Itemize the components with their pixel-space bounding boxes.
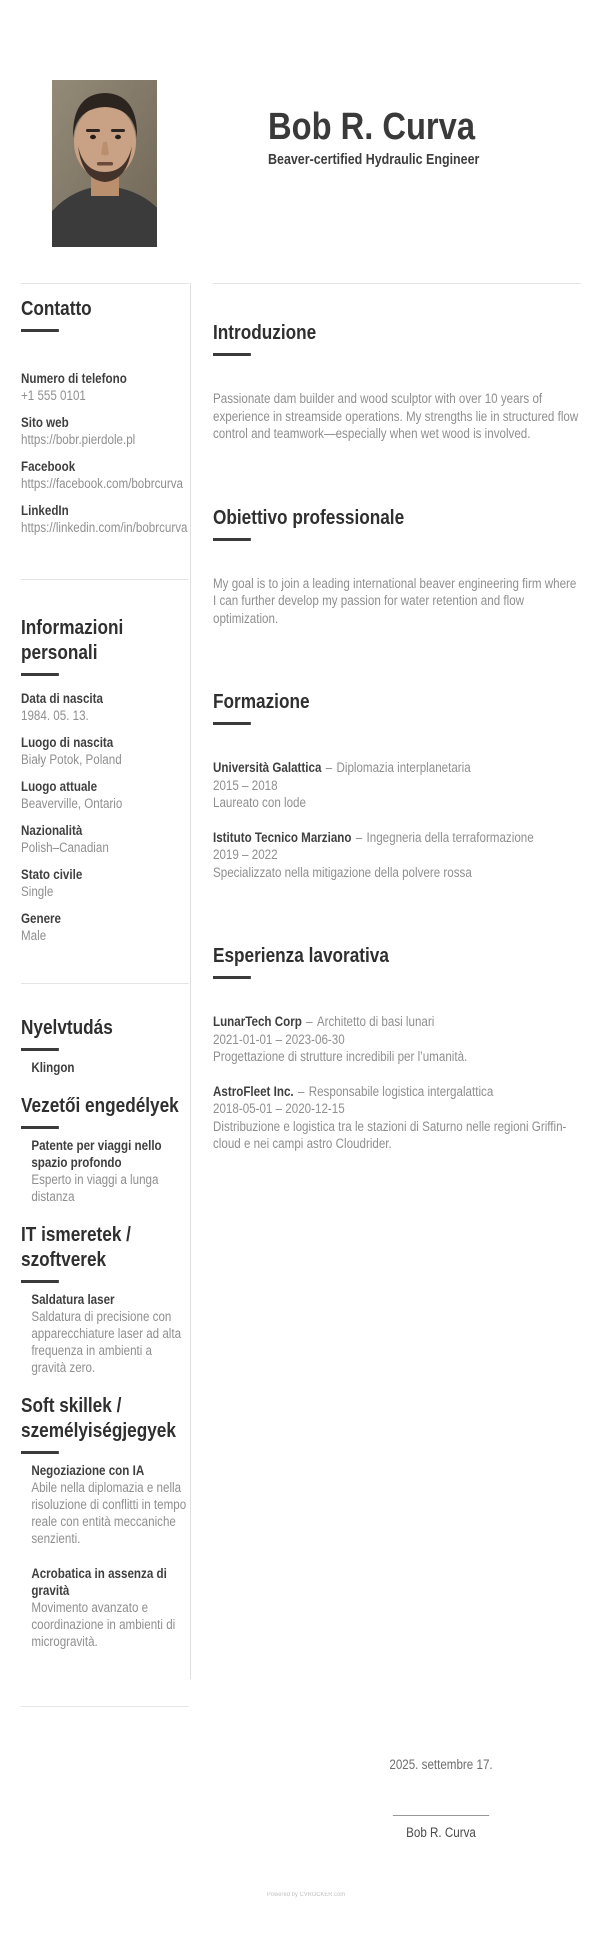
- document-date: 2025. settembre 17.: [389, 1757, 493, 1772]
- experience-note: Distribuzione e logistica tra le stazioni di Saturno nelle regioni Griffin-cloud e nei campi astro Cloudrider.: [213, 1118, 567, 1151]
- dash-separator: –: [355, 829, 363, 845]
- soft-skills-heading: Soft skillek / személyiségjegyek: [21, 1395, 176, 1442]
- licenses-heading: Vezetői engedélyek: [21, 1095, 179, 1117]
- linkedin-link[interactable]: https://linkedin.com/in/bobrcurva: [21, 520, 188, 535]
- heading-underline: [213, 722, 251, 725]
- personal-item: [21, 910, 189, 944]
- soft-skill-item: [31, 1565, 188, 1650]
- personal-label: Genere: [21, 911, 62, 926]
- signature-name: Bob R. Curva: [406, 1825, 476, 1840]
- section-skills-group: [21, 984, 189, 1707]
- heading-underline: [21, 673, 59, 676]
- personal-label: Stato civile: [21, 867, 83, 882]
- it-skill-desc: Saldatura di precisione con apparecchiature laser ad alta frequenza in ambienti a gravità zero.: [31, 1309, 182, 1375]
- role-name: Responsabile logistica intergalattica: [308, 1083, 494, 1099]
- language-name: Klingon: [31, 1060, 75, 1075]
- heading-underline: [21, 329, 59, 332]
- personal-item: [21, 778, 189, 812]
- profile-photo: [52, 80, 157, 247]
- heading-underline: [21, 1126, 59, 1129]
- experience-heading: Esperienza lavorativa: [213, 945, 389, 967]
- education-dates: 2015 – 2018: [213, 777, 278, 793]
- personal-value: 1984. 05. 13.: [21, 708, 89, 723]
- phone-value: +1 555 0101: [21, 388, 86, 403]
- education-note: Specializzato nella mitigazione della polvere rossa: [213, 864, 472, 880]
- languages-heading: Nyelvtudás: [21, 1017, 113, 1039]
- contact-item-facebook: [21, 458, 189, 492]
- section-personal-info: [21, 580, 189, 984]
- it-skill-name: Saldatura laser: [31, 1292, 115, 1307]
- dash-separator: –: [297, 1083, 305, 1099]
- soft-skill-desc: Abile nella diplomazia e nella risoluzione di conflitti in tempo reale con entità meccaniche senzienti.: [31, 1480, 187, 1546]
- main-content: [213, 283, 581, 1170]
- contact-item-phone: [21, 370, 189, 404]
- heading-underline: [213, 353, 251, 356]
- personal-value: Male: [21, 928, 47, 943]
- institution-name: Istituto Tecnico Marziano: [213, 829, 352, 845]
- profile-photo-image: [52, 80, 157, 247]
- education-heading: Formazione: [213, 691, 310, 713]
- objective-heading: Obiettivo professionale: [213, 506, 405, 529]
- personal-label: Luogo di nascita: [21, 735, 114, 750]
- section-introduction: [213, 321, 581, 443]
- license-name: Patente per viaggi nello spazio profondo: [31, 1138, 162, 1170]
- personal-item: [21, 866, 189, 900]
- signature-line: [393, 1815, 489, 1816]
- introduction-heading: Introduzione: [213, 322, 317, 344]
- section-experience: [213, 944, 581, 1153]
- section-objective: [213, 506, 581, 628]
- heading-underline: [213, 538, 251, 541]
- contact-label: LinkedIn: [21, 503, 69, 518]
- column-divider: [190, 283, 191, 1679]
- company-name: AstroFleet Inc.: [213, 1083, 294, 1099]
- section-contact: [21, 284, 189, 580]
- person-job-title: Beaver-certified Hydraulic Engineer: [268, 152, 480, 168]
- contact-item-linkedin: [21, 502, 189, 536]
- soft-skill-item: [31, 1462, 188, 1547]
- section-education: [213, 690, 581, 881]
- contact-label: Facebook: [21, 459, 76, 474]
- contact-item-website: [21, 414, 189, 448]
- heading-underline: [21, 1451, 59, 1454]
- license-desc: Esperto in viaggi a lunga distanza: [31, 1172, 159, 1204]
- soft-skill-name: Acrobatica in assenza di gravità: [31, 1566, 167, 1598]
- it-skill-item: [31, 1291, 188, 1376]
- education-title-line: [213, 829, 581, 847]
- license-item: [31, 1137, 188, 1205]
- experience-title-line: [213, 1083, 581, 1101]
- language-item: [31, 1059, 188, 1076]
- signature-block: [355, 1756, 527, 1841]
- experience-entry: [213, 1013, 581, 1066]
- company-name: LunarTech Corp: [213, 1014, 302, 1029]
- sidebar: [21, 283, 189, 1707]
- soft-skill-desc: Movimento avanzato e coordinazione in ambienti di microgravità.: [31, 1600, 176, 1649]
- personal-value: Biały Potok, Poland: [21, 752, 122, 767]
- personal-item: [21, 690, 189, 724]
- education-entry: [213, 829, 581, 882]
- website-link[interactable]: https://bobr.pierdole.pl: [21, 432, 136, 447]
- powered-by-label: Powered by CVROCKER.com: [267, 1892, 346, 1898]
- degree-name: Ingegneria della terraformazione: [366, 829, 534, 845]
- contact-label: Numero di telefono: [21, 371, 127, 386]
- it-skills-heading: IT ismeretek / szoftverek: [21, 1224, 131, 1271]
- institution-name: Università Galattica: [213, 760, 322, 775]
- contact-heading: Contatto: [21, 298, 92, 320]
- person-name: Bob R. Curva: [268, 106, 476, 148]
- introduction-text: Passionate dam builder and wood sculptor with over 10 years of experience in streamside operations. My strengths lie in structured flow control and teamwork—especially when wet wood is involved.: [213, 391, 579, 441]
- role-name: Architetto di basi lunari: [316, 1014, 435, 1029]
- experience-dates: 2021-01-01 – 2023-06-30: [213, 1031, 345, 1047]
- personal-item: [21, 734, 189, 768]
- header: [268, 106, 560, 169]
- personal-value: Beaverville, Ontario: [21, 796, 123, 811]
- personal-item: [21, 822, 189, 856]
- heading-underline: [21, 1048, 59, 1051]
- personal-label: Luogo attuale: [21, 779, 98, 794]
- education-dates: 2019 – 2022: [213, 847, 278, 862]
- education-note: Laureato con lode: [213, 795, 306, 810]
- dash-separator: –: [325, 760, 333, 775]
- education-title-line: [213, 759, 581, 777]
- degree-name: Diplomazia interplanetaria: [336, 760, 471, 775]
- heading-underline: [21, 1280, 59, 1283]
- personal-label: Nazionalità: [21, 823, 83, 838]
- personal-label: Data di nascita: [21, 691, 103, 706]
- personal-value: Polish–Canadian: [21, 840, 109, 855]
- experience-entry: [213, 1083, 581, 1153]
- experience-note: Progettazione di strutture incredibili per l’umanità.: [213, 1049, 468, 1064]
- experience-dates: 2018-05-01 – 2020-12-15: [213, 1101, 345, 1116]
- personal-value: Single: [21, 884, 54, 899]
- soft-skill-name: Negoziazione con IA: [31, 1463, 145, 1478]
- contact-label: Sito web: [21, 415, 69, 430]
- facebook-link[interactable]: https://facebook.com/bobrcurva: [21, 476, 183, 491]
- objective-text: My goal is to join a leading international beaver engineering firm where I can further develop my passion for water retention and flow optimization.: [213, 575, 577, 626]
- heading-underline: [213, 976, 251, 979]
- dash-separator: –: [306, 1014, 313, 1029]
- education-entry: [213, 759, 581, 812]
- experience-title-line: [213, 1013, 581, 1031]
- personal-info-heading: Informazioni personali: [21, 617, 124, 664]
